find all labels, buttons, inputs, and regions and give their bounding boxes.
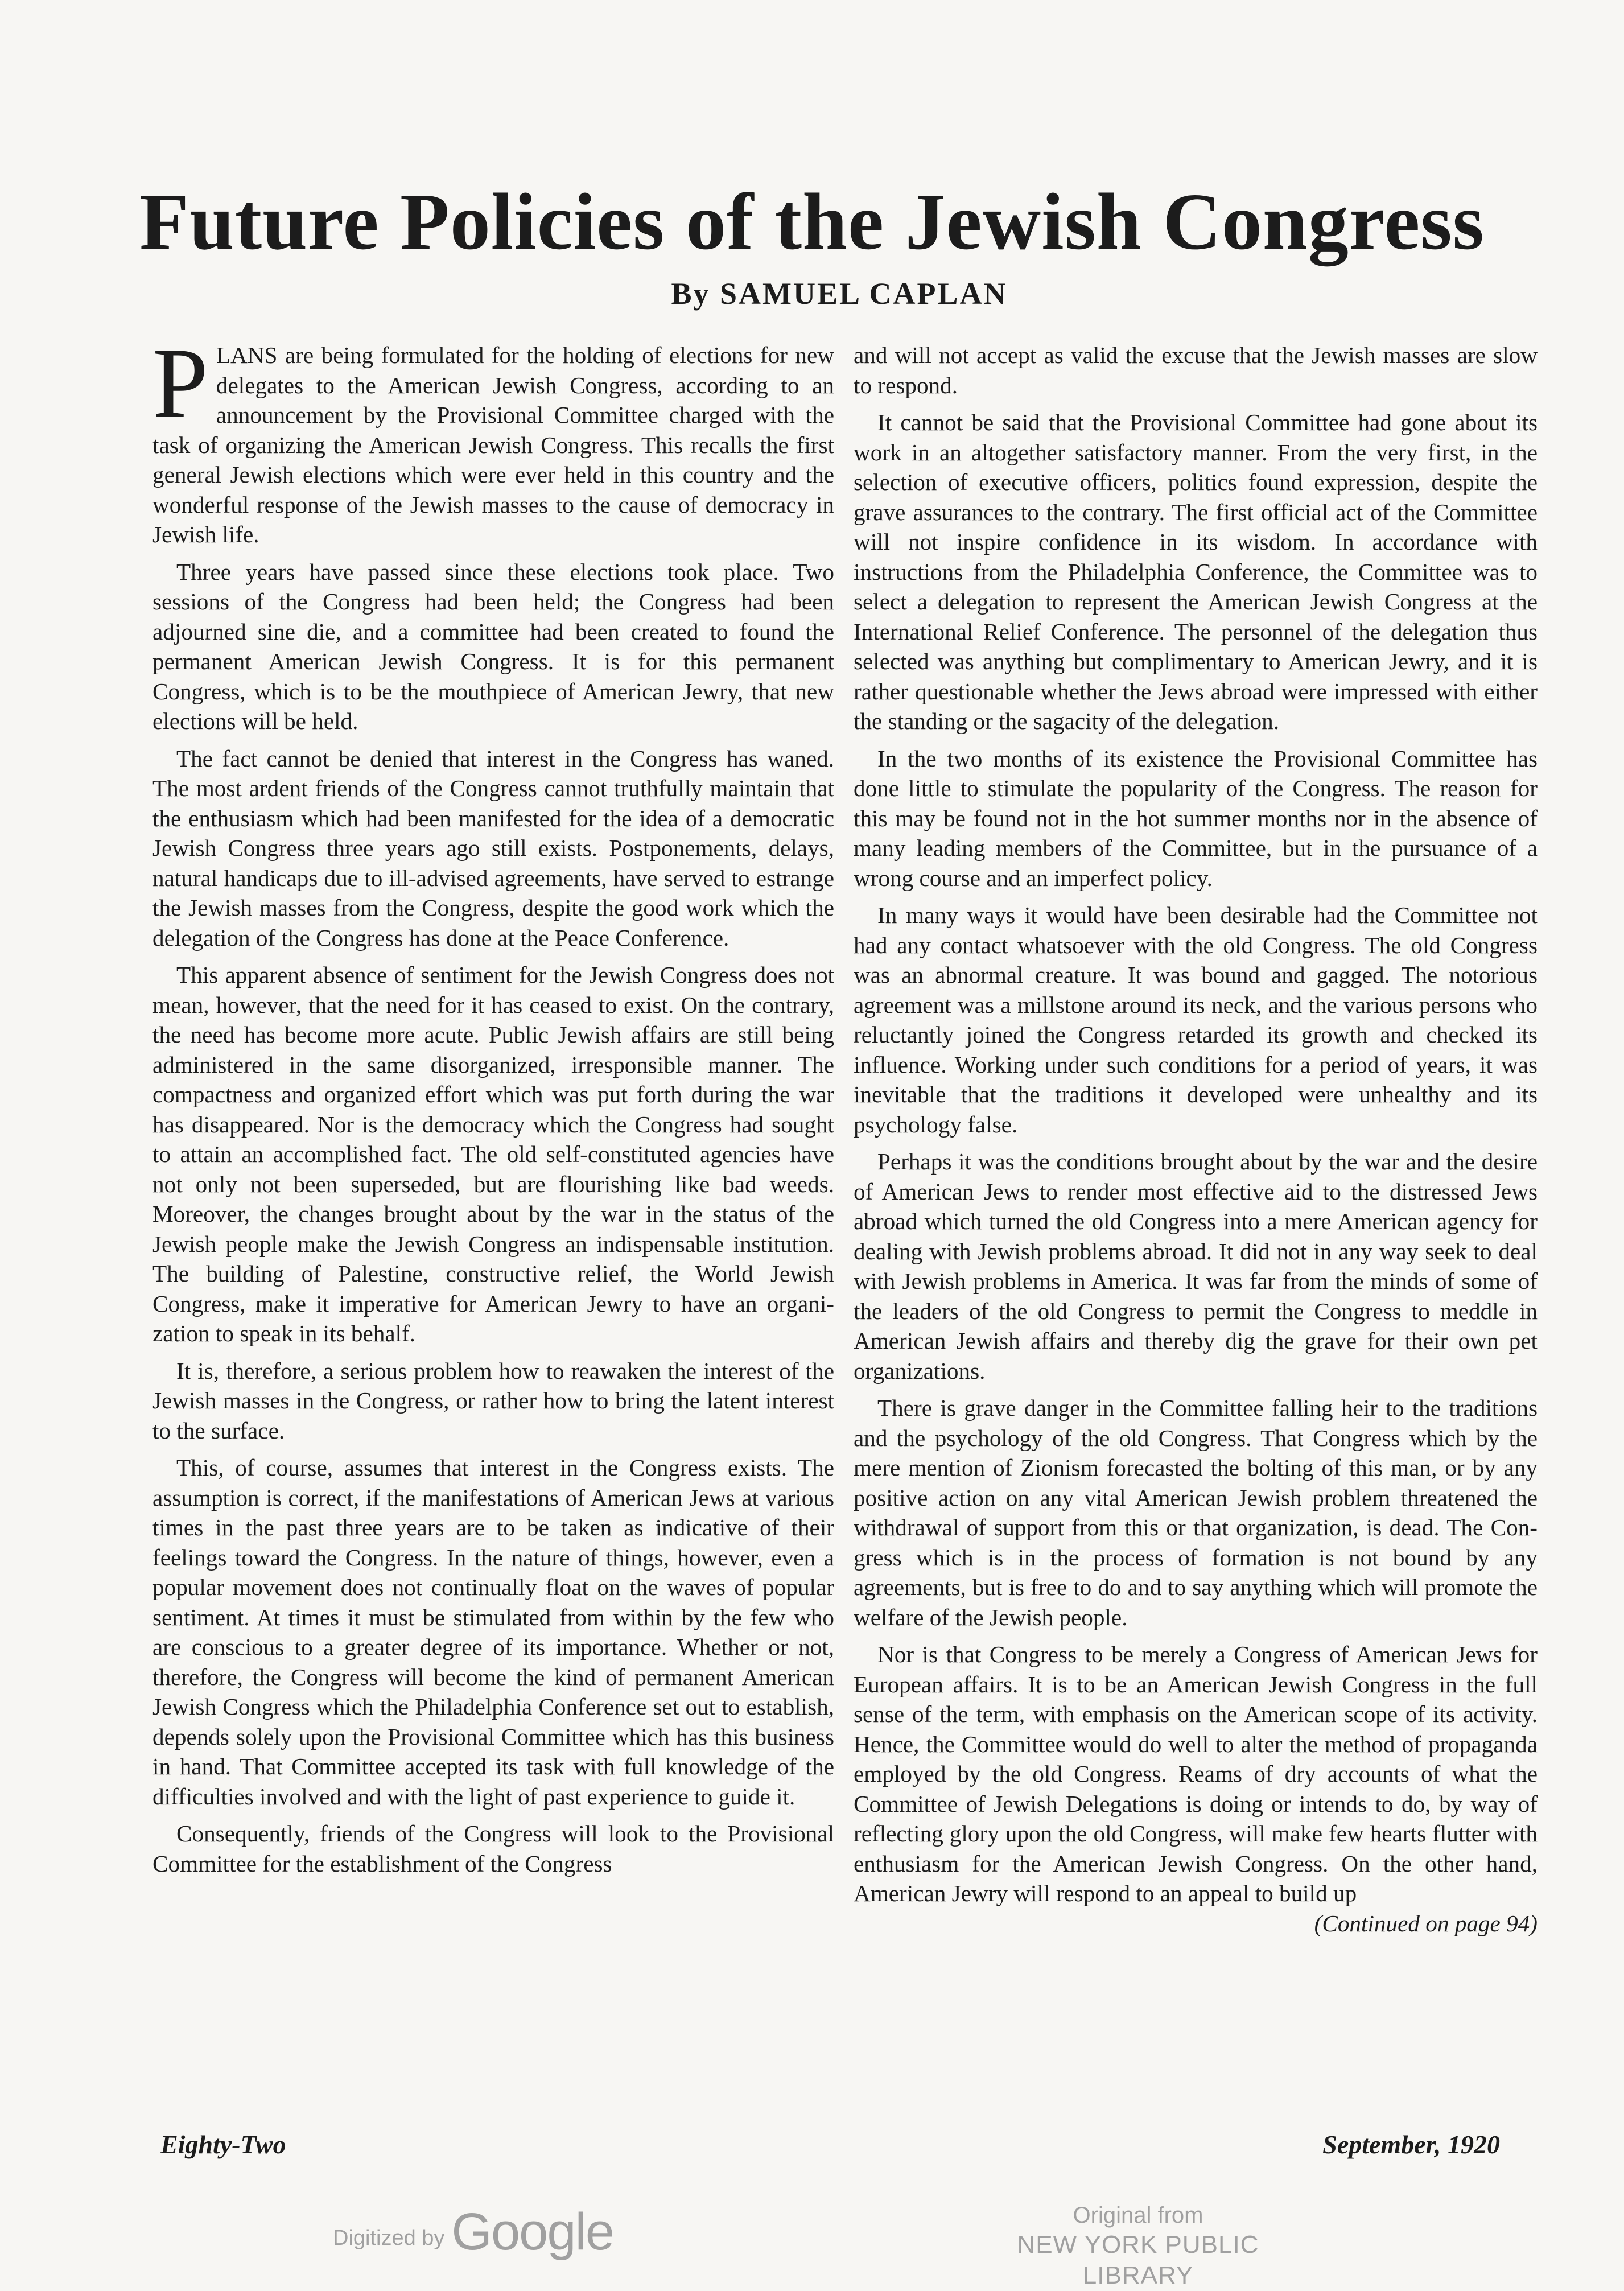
left-column xyxy=(152,328,834,2093)
article-title: Future Policies of the Jewish Congress xyxy=(139,176,1485,266)
paragraph: There is grave danger in the Committee falling heir to the traditions and the psychology of the old Congress. That Congress which by the mere mention of Zionism forecasted the bolting of this man, or by any positive action on any vital American Jewish problem threatened the withdrawal of support from this or that organization, is dead. The Congress which is in the process of formation is not bound by any agreements, but is free to do and to say anything which will promote the welfare of the Jewish people. xyxy=(854,1395,1538,1630)
drop-cap: P xyxy=(152,328,208,439)
library-watermark xyxy=(967,2201,1309,2291)
paragraph: In many ways it would have been desirable had the Committee not had any contact whatsoever with the old Congress. The old Congress was an abnormal creature. It was bound and gagged. The notorious agreement was a millstone around its neck, and the various persons who reluctantly joined the Congress retarded its growth and checked its influence. Working under such conditions for a period of years, it was inevitable that the traditions it developed were unhealthy and its psychology false. xyxy=(854,902,1538,1138)
issue-date: September, 1920 xyxy=(1322,2130,1500,2159)
paragraph: and will not accept as valid the excuse that the Jewish masses are slow to respond. xyxy=(854,342,1538,398)
paragraph: This, of course, assumes that interest in the Congress exists. The assumption is correct, if the manifestations of American Jews at various times in the past three years are to be taken as indicative of their feelings toward the Congress. In the nature of things, however, even a popular movement does not continually float on the waves of popular sentiment. At times it must be stimulated from within by the few who are conscious to a greater degree of its importance. Whether or not, therefore, the Congress will become the kind of permanent American Jewish Congress which the Philadelphia Conference set out to establish, depends solely upon the Provisional Committee which has this business in hand. That Committee accepted its task with full knowledge of the difficulties involved and with the light of past experience to guide it. xyxy=(152,1454,834,1810)
continued-note: (Continued on page 94) xyxy=(1314,1910,1538,1936)
paragraph: Consequently, friends of the Congress will look to the Provisional Committee for the establishment of the Congress xyxy=(152,1820,834,1877)
paragraph: Perhaps it was the conditions brought about by the war and the desire of American Jews to render most effective aid to the distressed Jews abroad which turned the old Congress into a mere American agency for dealing with Jewish problems abroad. It did not in any way seek to deal with Jewish problems in America. It was far from the minds of some of the leaders of the old Congress to permit the Congress to meddle in American Jewish affairs and thereby dig the grave for their own pet organizations. xyxy=(854,1148,1538,1384)
google-logo-text: Google xyxy=(451,2203,614,2261)
paragraph: It cannot be said that the Provisional Committee had gone about its work in an altogether satisfactory manner. From the very first, in the selection of executive officers, politics found expression, despite the grave assurances to the contrary. The first official act of the Committee will not inspire confidence in its wisdom. In accordance with instructions from the Philadelphia Conference, the Committee was to select a delegation to represent the American Jewish Congress at the International Relief Conference. The personnel of the delegation thus selected was anything but complimentary to American Jewry, and it is rather questionable whether the Jews abroad were impressed with either the standing or the sagacity of the delegation. xyxy=(854,409,1538,734)
paragraph: Nor is that Congress to be merely a Congress of American Jews for European affairs. It is to be an American Jewish Congress in the full sense of the term, with emphasis on the American scope of its activity. Hence, the Committee would do well to alter the method of propaganda employed by the old Congress. Reams of dry accounts of what the Committee of Jewish Delegations is doing or intends to do, by way of reflecting glory upon the old Congress, will make few hearts flutter with enthusiasm for the American Jewish Congress. On the other hand, American Jewry will respond to an appeal to build up (Continued on page 94) xyxy=(854,1639,1538,1909)
paragraph: It is, therefore, a serious problem how to reawaken the interest of the Jewish masses in the Congress, or rather how to bring the latent interest to the surface. xyxy=(152,1357,834,1444)
paragraph: This apparent absence of sentiment for the Jewish Congress does not mean, however, that the need for it has ceased to exist. On the contrary, the need has become more acute. Public Jewish affairs are still being administered in the same disorganized, irresponsible manner. The compactness and organized effort which was put forth during the war has disappeared. Nor is the democracy which the Congress had sought to attain an accomplished fact. The old self-constituted agencies have not only not been superseded, but are flourishing like bad weeds. Moreover, the changes brought about by the war in the status of the Jewish people make the Jewish Congress an indispensable institution. The building of Palestine, constructive relief, the World Jewish Congress, make it imperative for American Jewry to have an organization to speak in its behalf. xyxy=(152,962,834,1346)
paragraph: In the two months of its existence the Provisional Committee has done little to stimulate the popularity of the Congress. The reason for this may be found not in the hot summer months nor in the absence of many leading members of the Committee, but in the pursuance of a wrong course and an imperfect policy. xyxy=(854,745,1538,891)
original-from-text: Original from xyxy=(1073,2203,1203,2228)
paragraph: PLANS are being formulated for the holding of elections for new delegates to the American Jewish Congress, according to an announcement by the Provisional Committee charged with the task of organizing the American Jewish Congress. This recalls the first general Jewish elections which were ever held in this country and the wonderful response of the Jewish masses to the cause of democracy in Jewish life. xyxy=(152,328,834,547)
library-name: NEW YORK PUBLIC LIBRARY xyxy=(1017,2231,1259,2289)
article-byline: By SAMUEL CAPLAN xyxy=(671,277,1008,311)
digitized-by-text: Digitized by xyxy=(333,2226,445,2250)
page-label: Eighty-Two xyxy=(160,2130,286,2159)
digitized-watermark xyxy=(333,2202,613,2262)
right-column xyxy=(854,340,1538,2093)
paragraph: The fact cannot be denied that interest in the Congress has waned. The most ardent friends of the Congress cannot truthfully maintain that the enthusiasm which had been manifested for the idea of a democratic Jewish Congress three years ago still exists. Postponements, delays, natural handicaps due to ill-advised agreements, have served to estrange the Jewish masses from the Congress, despite the good work which the delegation of the Congress has done at the Peace Conference. xyxy=(152,745,834,951)
paragraph: Three years have passed since these elections took place. Two sessions of the Congress had been held; the Congress had been adjourned sine die, and a committee had been created to found the permanent American Jewish Congress. It is for this permanent Congress, which is to be the mouthpiece of American Jewry, that new elections will be held. xyxy=(152,558,834,734)
